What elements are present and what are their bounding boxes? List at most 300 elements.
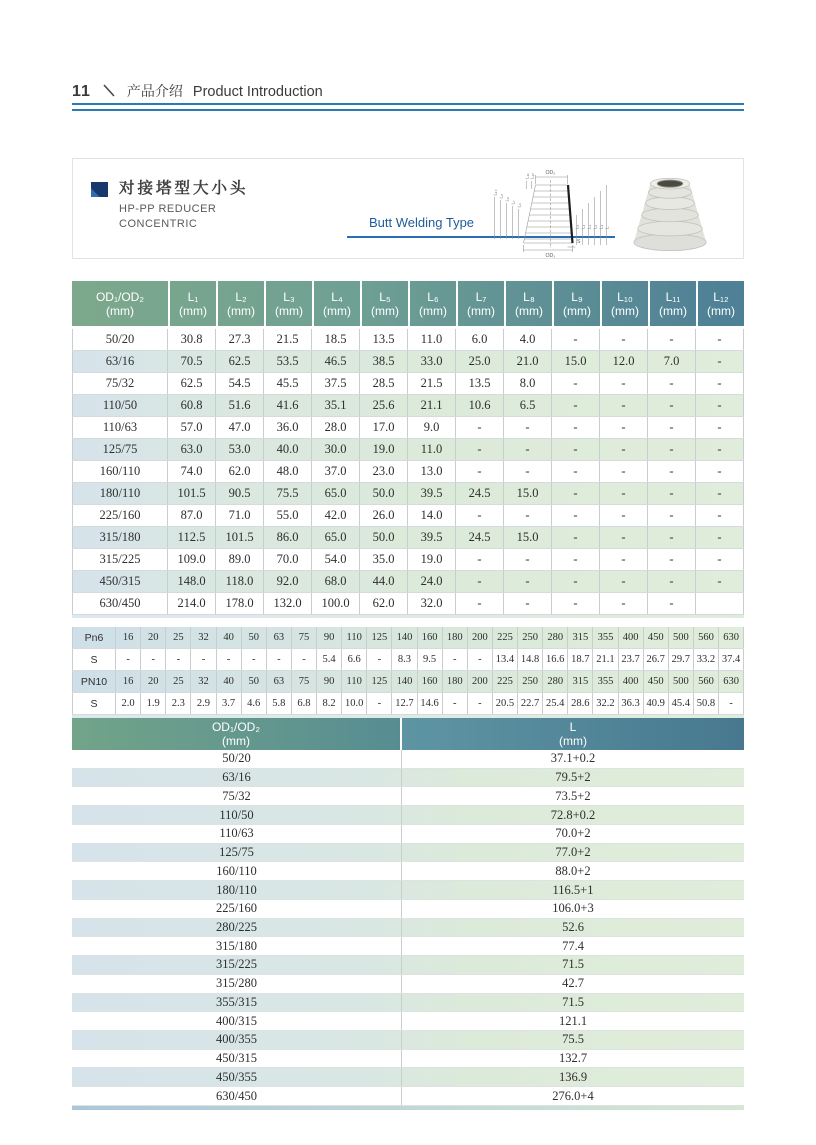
- table-cell: 8.3: [392, 649, 417, 670]
- table-cell: 77.4: [562, 938, 584, 953]
- table-cell: 13.5: [360, 329, 408, 350]
- table-row: [72, 505, 744, 527]
- table-cell: 132.0: [264, 593, 312, 614]
- table-cell: [696, 593, 744, 614]
- column-unit: (mm): [467, 303, 495, 318]
- table-cell: 25.4: [543, 693, 568, 714]
- section-title-en: Product Introduction: [192, 84, 323, 100]
- header-double-rule: [72, 103, 744, 111]
- table-cell: 39.5: [408, 483, 456, 504]
- table-row: [72, 351, 744, 373]
- table-cell: 62.5: [216, 351, 264, 372]
- table-cell: 116.5+1: [552, 882, 594, 897]
- table-cell: 140: [392, 627, 417, 648]
- table-row: [72, 527, 744, 549]
- table-cell: 71.0: [216, 505, 264, 526]
- column-label: L₈: [523, 289, 535, 304]
- table-cell: 37.1+0.2: [550, 751, 596, 766]
- table-cell: 4.6: [242, 693, 267, 714]
- table-cell: 15.0: [504, 527, 552, 548]
- table-cell: 42.7: [562, 976, 584, 991]
- table-cell: 65.0: [312, 483, 360, 504]
- table-cell: 110/63: [72, 417, 168, 438]
- dimension-label: L₁₂: [529, 173, 535, 179]
- table-cell: 315/180: [72, 937, 402, 955]
- column-unit: (mm): [559, 734, 587, 748]
- dimension-label: L₆: [516, 203, 522, 208]
- table-cell: 53.0: [216, 439, 264, 460]
- od2-label: OD₂: [545, 170, 556, 176]
- column-label: OD₁/OD₂: [95, 289, 145, 304]
- section-title-zh: 产品介绍: [126, 83, 183, 99]
- column-label: L: [569, 720, 577, 734]
- table-row: [72, 937, 744, 956]
- table-row: [72, 769, 744, 788]
- table-cell: -: [552, 373, 600, 394]
- table-cell: 35.0: [360, 549, 408, 570]
- column-unit: (mm): [106, 303, 134, 318]
- table-cell: 400: [619, 627, 644, 648]
- table-cell: 250: [518, 627, 543, 648]
- column-header: [552, 281, 600, 326]
- table-row: [72, 787, 744, 806]
- table-cell: 39.5: [408, 527, 456, 548]
- table-cell: 276.0+4: [552, 1088, 594, 1103]
- column-header: [456, 281, 504, 326]
- table-cell: 225/160: [72, 900, 402, 918]
- table-cell: -: [456, 439, 504, 460]
- table-cell: -: [696, 351, 744, 372]
- column-label: L₁₂: [713, 289, 729, 304]
- table-cell: 400/355: [72, 1031, 402, 1049]
- table-cell: -: [552, 461, 600, 482]
- dimension-label: L₈: [504, 197, 510, 202]
- column-unit: (mm): [371, 303, 399, 318]
- table-cell: 21.0: [504, 351, 552, 372]
- table-cell: 16: [116, 627, 141, 648]
- table-cell: 54.5: [216, 373, 264, 394]
- table-cell: 79.5+2: [555, 770, 591, 785]
- table-cell: -: [456, 461, 504, 482]
- table-cell: 40.0: [264, 439, 312, 460]
- table-cell: -: [696, 527, 744, 548]
- table-cell: 178.0: [216, 593, 264, 614]
- table-row: [72, 417, 744, 439]
- table-cell: -: [696, 329, 744, 350]
- table-cell: 630/450: [72, 1087, 402, 1105]
- table-cell: 125/75: [72, 844, 402, 862]
- table-cell: 21.1: [593, 649, 618, 670]
- product-title-en: [119, 202, 216, 232]
- table-row: [72, 994, 744, 1013]
- dim-labels: [492, 173, 609, 229]
- table-cell: -: [648, 329, 696, 350]
- table-cell: 18.7: [568, 649, 593, 670]
- table-cell: 40.9: [644, 693, 669, 714]
- table-cell: 45.4: [669, 693, 694, 714]
- page-number: 11: [72, 83, 91, 100]
- dimension-label: L₉: [498, 194, 504, 199]
- table-cell: 9.5: [418, 649, 443, 670]
- table-row: [72, 593, 744, 615]
- table-cell: 50.8: [694, 693, 719, 714]
- table-cell: -: [367, 693, 392, 714]
- table-cell: 25.0: [456, 351, 504, 372]
- column-header: [312, 281, 360, 326]
- table-cell: -: [552, 593, 600, 614]
- table-cell: 180/110: [72, 881, 402, 899]
- bottom-table: [72, 718, 744, 1110]
- table-cell: 13.5: [456, 373, 504, 394]
- table-cell: 14.8: [518, 649, 543, 670]
- column-header: [408, 281, 456, 326]
- dimension-label: L₇: [510, 200, 516, 205]
- table-cell: -: [648, 527, 696, 548]
- table-cell: 160: [418, 627, 443, 648]
- table-row: [72, 750, 744, 769]
- table-cell: 32.2: [593, 693, 618, 714]
- table-cell: 63: [267, 627, 292, 648]
- table-cell: 101.5: [216, 527, 264, 548]
- column-header: [648, 281, 696, 326]
- table-cell: -: [504, 439, 552, 460]
- table-cell: -: [552, 549, 600, 570]
- table-cell: -: [468, 649, 493, 670]
- table-cell: 75/32: [72, 787, 402, 805]
- table-cell: 90.5: [216, 483, 264, 504]
- product-title-en-line1: HP-PP REDUCER: [119, 203, 217, 215]
- column-unit: (mm): [659, 303, 687, 318]
- column-label: OD₁/OD₂: [211, 720, 261, 734]
- table-cell: -: [552, 329, 600, 350]
- dimension-label: L₁: [598, 224, 604, 229]
- table-cell: 355: [593, 627, 618, 648]
- table-cell: -: [456, 593, 504, 614]
- table-cell: -: [217, 649, 242, 670]
- table-cell: 70.0: [264, 549, 312, 570]
- welding-type-label: Butt Welding Type: [369, 215, 475, 230]
- table-cell: -: [600, 571, 648, 592]
- table-cell: 109.0: [168, 549, 216, 570]
- table-row: [72, 549, 744, 571]
- product-photo: [625, 166, 715, 256]
- table-cell: 125: [367, 627, 392, 648]
- column-header: [504, 281, 552, 326]
- table-cell: 57.0: [168, 417, 216, 438]
- table-cell: 450: [644, 627, 669, 648]
- column-header: [168, 281, 216, 326]
- table-cell: -: [696, 505, 744, 526]
- table-cell: 47.0: [216, 417, 264, 438]
- table-cell: 132.7: [558, 1051, 588, 1066]
- table-cell: 630: [719, 671, 744, 692]
- table-row: [72, 1050, 744, 1069]
- table-cell: -: [696, 373, 744, 394]
- table-row: [72, 329, 744, 351]
- column-unit: (mm): [563, 303, 591, 318]
- table-cell: 14.0: [408, 505, 456, 526]
- column-header: [72, 718, 402, 750]
- table-cell: -: [600, 395, 648, 416]
- table-cell: 7.0: [648, 351, 696, 372]
- table-cell: 52.6: [562, 919, 584, 934]
- table-cell: 77.0+2: [555, 845, 591, 860]
- table-row: [72, 806, 744, 825]
- table-cell: 450/315: [72, 1050, 402, 1068]
- table-row: [72, 1087, 744, 1106]
- table-cell: 5.4: [317, 649, 342, 670]
- table-cell: 106.0+3: [552, 901, 594, 916]
- table-cell: -: [600, 417, 648, 438]
- table-cell: 92.0: [264, 571, 312, 592]
- table-cell: 23.7: [619, 649, 644, 670]
- table-cell: 20: [141, 671, 166, 692]
- table-row: [72, 571, 744, 593]
- table-cell: 14.6: [418, 693, 443, 714]
- table-cell: 30.0: [312, 439, 360, 460]
- table-cell: 33.0: [408, 351, 456, 372]
- table-cell: 160/110: [72, 461, 168, 482]
- main-table-header: [72, 281, 744, 326]
- row-label: Pn6: [72, 627, 116, 648]
- table-cell: 450: [644, 671, 669, 692]
- table-cell: 160/110: [72, 862, 402, 880]
- table-cell: 315/180: [72, 527, 168, 548]
- table-cell: -: [600, 593, 648, 614]
- table-cell: -: [600, 439, 648, 460]
- table-cell: 9.0: [408, 417, 456, 438]
- table-cell: 6.6: [342, 649, 367, 670]
- column-unit: (mm): [611, 303, 639, 318]
- table-cell: 11.0: [408, 329, 456, 350]
- product-box: [72, 158, 744, 259]
- table-cell: 225/160: [72, 505, 168, 526]
- product-title-en-line2: CONCENTRIC: [119, 218, 198, 230]
- table-cell: 315: [568, 671, 593, 692]
- table-cell: -: [552, 483, 600, 504]
- table-cell: 42.0: [312, 505, 360, 526]
- column-unit: (mm): [323, 303, 351, 318]
- column-unit: (mm): [179, 303, 207, 318]
- table-row: [72, 900, 744, 919]
- table-cell: 13.4: [493, 649, 518, 670]
- column-label: L₆: [427, 289, 439, 304]
- table-cell: 450/315: [72, 571, 168, 592]
- table-cell: -: [504, 549, 552, 570]
- table-cell: 26.0: [360, 505, 408, 526]
- table-cell: 315/280: [72, 975, 402, 993]
- table-cell: 24.5: [456, 483, 504, 504]
- bottom-table-footer-line: [72, 1106, 744, 1110]
- table-cell: -: [696, 483, 744, 504]
- table-cell: -: [648, 373, 696, 394]
- table-cell: -: [504, 571, 552, 592]
- table-cell: 71.5: [562, 957, 584, 972]
- table-cell: 65.0: [312, 527, 360, 548]
- product-title-zh: 对接塔型大小头: [119, 180, 249, 197]
- main-table-bottom-strip: [72, 615, 744, 618]
- table-cell: 45.5: [264, 373, 312, 394]
- table-cell: 110/63: [72, 825, 402, 843]
- table-cell: 27.3: [216, 329, 264, 350]
- pressure-table: [72, 627, 744, 715]
- table-cell: 63: [267, 671, 292, 692]
- table-cell: 48.0: [264, 461, 312, 482]
- column-unit: (mm): [419, 303, 447, 318]
- table-cell: -: [719, 693, 744, 714]
- table-cell: 630/450: [72, 593, 168, 614]
- table-cell: 250: [518, 671, 543, 692]
- column-header: [600, 281, 648, 326]
- table-cell: 355: [593, 671, 618, 692]
- dimension-label: L: [604, 226, 610, 229]
- table-cell: -: [648, 549, 696, 570]
- table-cell: 36.0: [264, 417, 312, 438]
- table-cell: 400/315: [72, 1012, 402, 1030]
- table-cell: -: [648, 395, 696, 416]
- table-cell: 225: [493, 627, 518, 648]
- table-cell: 1.9: [141, 693, 166, 714]
- table-cell: 36.3: [619, 693, 644, 714]
- column-label: L₇: [475, 289, 487, 304]
- table-cell: 37.4: [719, 649, 744, 670]
- table-cell: -: [552, 505, 600, 526]
- column-unit: (mm): [275, 303, 303, 318]
- table-cell: 160: [418, 671, 443, 692]
- table-cell: 32: [191, 627, 216, 648]
- column-unit: (mm): [707, 303, 735, 318]
- table-cell: -: [600, 549, 648, 570]
- table-row: [72, 627, 744, 649]
- table-cell: 11.0: [408, 439, 456, 460]
- table-cell: 75.5: [264, 483, 312, 504]
- table-cell: 90: [317, 627, 342, 648]
- table-cell: -: [648, 505, 696, 526]
- table-cell: 110: [342, 627, 367, 648]
- table-cell: 62.5: [168, 373, 216, 394]
- table-cell: 73.5+2: [555, 788, 591, 803]
- table-cell: 40: [217, 627, 242, 648]
- column-header: [360, 281, 408, 326]
- table-cell: 63.0: [168, 439, 216, 460]
- table-cell: -: [600, 373, 648, 394]
- table-cell: 180: [443, 671, 468, 692]
- table-cell: -: [648, 439, 696, 460]
- table-row: [72, 975, 744, 994]
- table-cell: 40: [217, 671, 242, 692]
- table-cell: 180: [443, 627, 468, 648]
- table-cell: -: [648, 593, 696, 614]
- table-cell: 214.0: [168, 593, 216, 614]
- table-cell: 355/315: [72, 994, 402, 1012]
- table-cell: 6.8: [292, 693, 317, 714]
- table-cell: 32.0: [408, 593, 456, 614]
- table-cell: 21.5: [264, 329, 312, 350]
- table-row: [72, 825, 744, 844]
- table-cell: 41.6: [264, 395, 312, 416]
- table-cell: -: [552, 439, 600, 460]
- s-label: S: [577, 239, 581, 245]
- table-cell: 110/50: [72, 806, 402, 824]
- table-cell: 22.7: [518, 693, 543, 714]
- table-cell: -: [696, 395, 744, 416]
- table-cell: -: [456, 571, 504, 592]
- dimension-label: L₁₀: [492, 189, 498, 196]
- table-cell: -: [267, 649, 292, 670]
- table-cell: 75/32: [72, 373, 168, 394]
- table-row: [72, 956, 744, 975]
- column-label: L₁: [187, 289, 199, 304]
- table-cell: 225: [493, 671, 518, 692]
- main-table: [72, 281, 744, 618]
- table-cell: 24.0: [408, 571, 456, 592]
- table-cell: 72.8+0.2: [550, 807, 596, 822]
- dimension-label: L₂: [592, 224, 598, 229]
- table-cell: 500: [669, 671, 694, 692]
- row-label: PN10: [72, 671, 116, 692]
- table-cell: 38.5: [360, 351, 408, 372]
- table-cell: 28.6: [568, 693, 593, 714]
- table-cell: 8.2: [317, 693, 342, 714]
- table-cell: -: [504, 593, 552, 614]
- table-cell: 280: [543, 671, 568, 692]
- table-cell: 101.5: [168, 483, 216, 504]
- dimension-label: L₅: [574, 224, 580, 229]
- table-cell: -: [552, 527, 600, 548]
- table-cell: 560: [694, 671, 719, 692]
- table-cell: -: [696, 417, 744, 438]
- row-label: S: [72, 693, 116, 714]
- table-cell: 35.1: [312, 395, 360, 416]
- table-row: [72, 395, 744, 417]
- table-cell: 6.0: [456, 329, 504, 350]
- table-cell: -: [141, 649, 166, 670]
- od1-label: OD₁: [545, 253, 556, 258]
- table-cell: 37.5: [312, 373, 360, 394]
- table-row: [72, 881, 744, 900]
- table-cell: 54.0: [312, 549, 360, 570]
- dimension-label: L₃: [586, 224, 592, 229]
- table-cell: 20.5: [493, 693, 518, 714]
- table-cell: 25.6: [360, 395, 408, 416]
- table-row: [72, 1031, 744, 1050]
- table-cell: 8.0: [504, 373, 552, 394]
- table-cell: 63/16: [72, 351, 168, 372]
- table-cell: 74.0: [168, 461, 216, 482]
- table-cell: 62.0: [360, 593, 408, 614]
- table-row: [72, 844, 744, 863]
- table-cell: -: [116, 649, 141, 670]
- table-cell: -: [696, 461, 744, 482]
- table-cell: -: [504, 417, 552, 438]
- table-cell: 37.0: [312, 461, 360, 482]
- column-label: L₉: [571, 289, 583, 304]
- table-cell: 100.0: [312, 593, 360, 614]
- table-cell: 70.5: [168, 351, 216, 372]
- table-cell: -: [600, 483, 648, 504]
- table-cell: 53.5: [264, 351, 312, 372]
- table-cell: 32: [191, 671, 216, 692]
- table-cell: 2.9: [191, 693, 216, 714]
- table-cell: 60.8: [168, 395, 216, 416]
- table-cell: 19.0: [408, 549, 456, 570]
- table-row: [72, 693, 744, 715]
- table-cell: 110/50: [72, 395, 168, 416]
- column-label: L₁₀: [617, 289, 633, 304]
- table-cell: 315/225: [72, 549, 168, 570]
- backslash-divider-icon: [101, 82, 117, 103]
- table-cell: -: [600, 329, 648, 350]
